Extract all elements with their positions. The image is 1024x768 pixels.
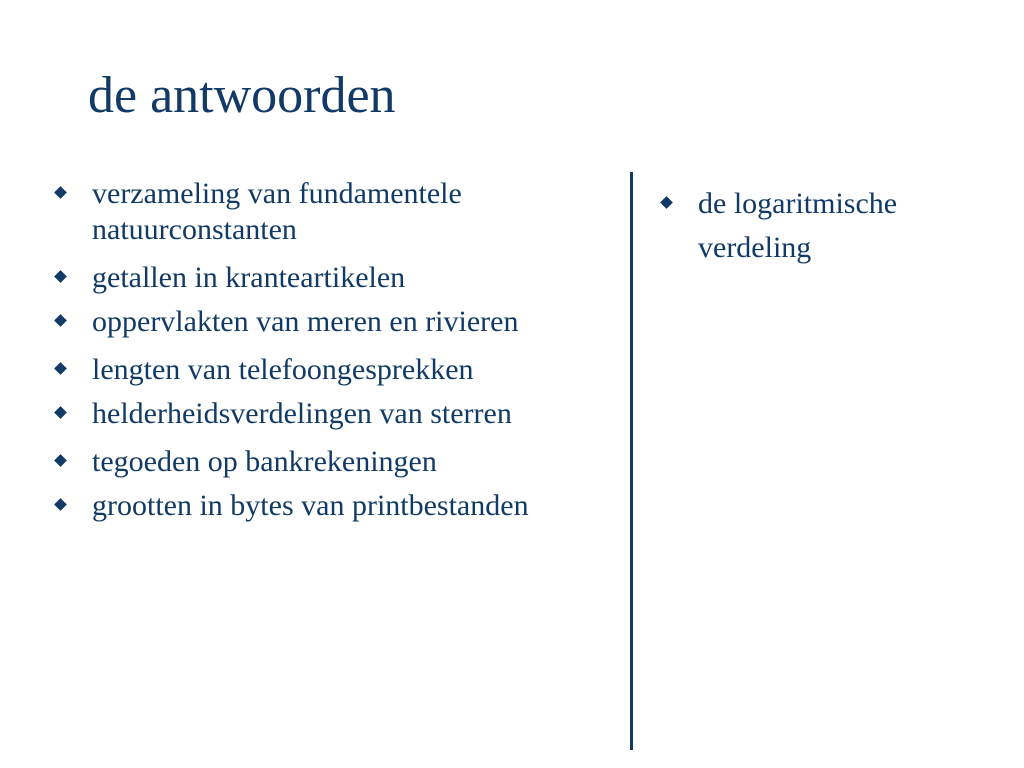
slide-title: de antwoorden <box>88 67 396 124</box>
diamond-bullet-icon <box>660 196 673 209</box>
diamond-bullet-icon <box>54 186 67 199</box>
list-item-text: verzameling van fundamentele natuurconstanten <box>92 177 462 246</box>
diamond-bullet-icon <box>54 270 67 283</box>
diamond-bullet-icon <box>54 454 67 467</box>
list-item <box>56 396 616 432</box>
diamond-bullet-icon <box>54 362 67 375</box>
list-item <box>56 352 616 388</box>
column-divider <box>630 172 633 750</box>
left-bullet-list <box>56 176 616 536</box>
diamond-bullet-icon <box>54 406 67 419</box>
list-item <box>662 182 1002 270</box>
right-bullet-list <box>662 182 1002 270</box>
list-item-text: grootten in bytes van printbestanden <box>92 489 529 522</box>
list-item <box>56 304 616 340</box>
diamond-bullet-icon <box>54 498 67 511</box>
list-item <box>56 260 616 296</box>
list-item-text: tegoeden op bankrekeningen <box>92 445 437 478</box>
list-item <box>56 488 616 524</box>
list-item-text: lengten van telefoongesprekken <box>92 353 474 386</box>
list-item <box>56 444 616 480</box>
list-item-text: getallen in kranteartikelen <box>92 261 406 294</box>
list-item-text: de logaritmische verdeling <box>698 187 898 264</box>
list-item <box>56 176 616 248</box>
diamond-bullet-icon <box>54 314 67 327</box>
list-item-text: oppervlakten van meren en rivieren <box>92 305 519 338</box>
list-item-text: helderheidsverdelingen van sterren <box>92 397 512 430</box>
